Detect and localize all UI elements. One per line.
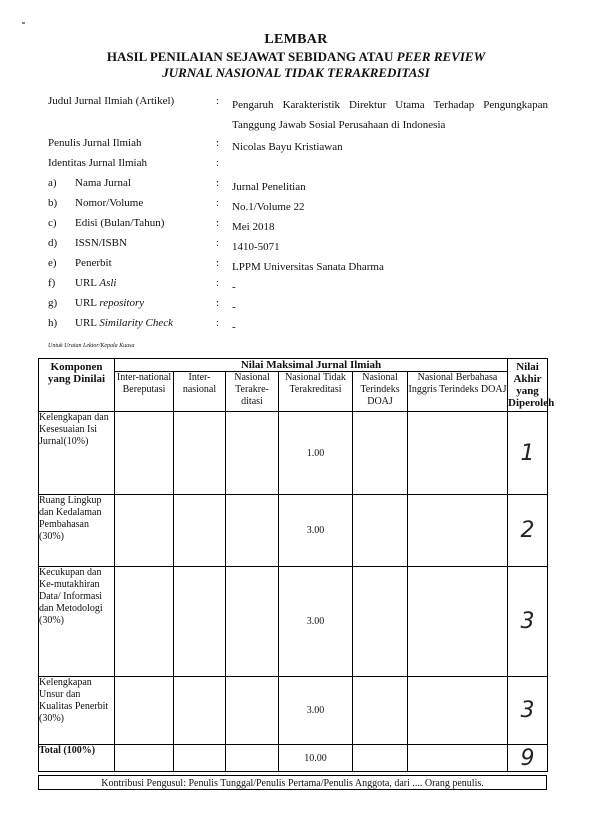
item-num: c) — [48, 217, 57, 229]
item-value: LPPM Universitas Sanata Dharma — [232, 261, 384, 273]
identitas-row — [48, 157, 548, 177]
subheader-nasional-terakreditasi: Nasional Terakre-ditasi — [226, 372, 279, 412]
item-num: a) — [48, 177, 57, 189]
item-label-plain: URL — [75, 297, 100, 309]
title-line-3: JURNAL NASIONAL TIDAK TERAKREDITASI — [162, 65, 430, 80]
item-label-italic: repository — [99, 297, 145, 309]
table-row — [39, 495, 548, 567]
nilai-cell: 3.00 — [279, 677, 353, 745]
item-num: g) — [48, 297, 58, 309]
subheader-nasional-doaj: Nasional Terindeks DOAJ — [353, 372, 408, 412]
form-note: Untuk Uraian Lektor/Kepala Kuasa — [48, 343, 135, 349]
item-num: e) — [48, 257, 57, 269]
empty-cell — [115, 745, 174, 772]
item-label: Nama Jurnal — [75, 177, 131, 189]
table-row — [39, 412, 548, 495]
item-value: Jurnal Penelitian — [232, 181, 306, 193]
table-row — [39, 677, 548, 745]
assessment-table — [38, 358, 555, 772]
item-row-c — [48, 217, 548, 237]
item-num: b) — [48, 197, 58, 209]
nilai-cell: 1.00 — [279, 412, 353, 495]
empty-cell — [353, 567, 408, 677]
score-cell: 3 — [508, 567, 548, 677]
item-label: ISSN/ISBN — [75, 237, 127, 249]
empty-cell — [226, 495, 279, 567]
item-label-plain: URL — [75, 317, 100, 329]
subheader-international-bereputasi: Inter-national Bereputasi — [115, 372, 174, 412]
empty-cell — [174, 745, 226, 772]
empty-cell — [408, 567, 508, 677]
colon: : — [216, 257, 220, 269]
penulis-row — [48, 137, 548, 157]
scan-speck — [22, 22, 25, 24]
item-value: - — [232, 281, 236, 293]
item-row-g — [48, 297, 548, 317]
judul-label: Judul Jurnal Ilmiah (Artikel) — [48, 95, 175, 107]
item-value: Mei 2018 — [232, 221, 275, 233]
colon: : — [216, 177, 220, 189]
colon: : — [216, 277, 220, 289]
empty-cell — [408, 495, 508, 567]
table-row — [39, 567, 548, 677]
empty-cell — [115, 412, 174, 495]
colon: : — [216, 197, 220, 209]
item-label: Nomor/Volume — [75, 197, 144, 209]
empty-cell — [115, 495, 174, 567]
penulis-label: Penulis Jurnal Ilmiah — [48, 137, 142, 149]
title-line-2 — [0, 49, 592, 65]
item-value: 1410-5071 — [232, 241, 280, 253]
empty-cell — [174, 567, 226, 677]
empty-cell — [174, 412, 226, 495]
kontribusi-footer: Kontribusi Pengusul: Penulis Tunggal/Penulis Pertama/Penulis Anggota, dari .... Orang penulis. — [38, 775, 547, 790]
empty-cell — [226, 745, 279, 772]
total-score: 9 — [508, 745, 548, 772]
title-lembar: LEMBAR — [264, 32, 328, 47]
empty-cell — [408, 745, 508, 772]
subheader-bahasa-inggris-doaj: Nasional Berbahasa Inggris Terindeks DOAJ — [408, 372, 508, 412]
item-label: Edisi (Bulan/Tahun) — [75, 217, 165, 229]
item-num: f) — [48, 277, 56, 289]
item-row-h — [48, 317, 548, 337]
item-row-e — [48, 257, 548, 277]
empty-cell — [174, 495, 226, 567]
komponen-cell: Kelengkapan Unsur dan Kualitas Penerbit (30%) — [39, 677, 115, 745]
title-line-2-text: HASIL PENILAIAN SEJAWAT SEBIDANG ATAU — [106, 49, 397, 64]
item-label-italic: Asli — [99, 277, 117, 289]
colon: : — [216, 317, 220, 329]
penulis-value: Nicolas Bayu Kristiawan — [232, 141, 343, 153]
colon: : — [216, 297, 220, 309]
colon: : — [216, 237, 220, 249]
item-label-plain: URL — [75, 277, 100, 289]
komponen-cell: Kelengkapan dan Kesesuaian Isi Jurnal(10%) — [39, 412, 115, 495]
empty-cell — [115, 677, 174, 745]
empty-cell — [115, 567, 174, 677]
empty-cell — [226, 677, 279, 745]
item-row-b — [48, 197, 548, 217]
item-row-d — [48, 237, 548, 257]
total-row — [39, 745, 548, 772]
nilai-cell: 3.00 — [279, 495, 353, 567]
item-value: No.1/Volume 22 — [232, 201, 305, 213]
empty-cell — [353, 677, 408, 745]
item-label — [75, 297, 144, 309]
nilai-cell: 3.00 — [279, 567, 353, 677]
item-num: d) — [48, 237, 58, 249]
colon: : — [216, 217, 220, 229]
item-label-italic: Similarity Check — [99, 317, 173, 329]
empty-cell — [226, 412, 279, 495]
score-cell: 1 — [508, 412, 548, 495]
empty-cell — [353, 412, 408, 495]
empty-cell — [408, 412, 508, 495]
colon: : — [216, 95, 220, 107]
judul-row — [48, 95, 548, 137]
total-value: 10.00 — [279, 745, 353, 772]
score-cell: 3 — [508, 677, 548, 745]
identity-section — [48, 95, 548, 337]
colon: : — [216, 157, 220, 169]
judul-value: Pengaruh Karakteristik Direktur Utama Terhadap Pengungkapan Tanggung Jawab Sosial Perusahaan di Indonesia — [232, 99, 548, 131]
title-line-2-italic: PEER REVIEW — [396, 49, 486, 64]
komponen-cell: Kecukupan dan Ke-mutakhiran Data/ Informasi dan Metodologi (30%) — [39, 567, 115, 677]
item-row-a — [48, 177, 548, 197]
empty-cell — [174, 677, 226, 745]
total-label: Total (100%) — [39, 745, 115, 772]
item-value: - — [232, 321, 236, 333]
identitas-label: Identitas Jurnal Ilmiah — [48, 157, 147, 169]
item-row-f — [48, 277, 548, 297]
item-label: Penerbit — [75, 257, 112, 269]
item-label — [75, 317, 173, 329]
header-nilai-maksimal: Nilai Maksimal Jurnal Ilmiah — [115, 359, 508, 372]
empty-cell — [353, 495, 408, 567]
empty-cell — [408, 677, 508, 745]
komponen-cell: Ruang Lingkup dan Kedalaman Pembahasan (30%) — [39, 495, 115, 567]
item-value: - — [232, 301, 236, 313]
colon: : — [216, 137, 220, 149]
item-num: h) — [48, 317, 58, 329]
header-nilai-akhir: Nilai Akhir yang Diperoleh — [508, 359, 548, 412]
empty-cell — [353, 745, 408, 772]
header-komponen: Komponen yang Dinilai — [39, 359, 115, 412]
subheader-nasional-tidak-terakreditasi: Nasional Tidak Terakreditasi — [279, 372, 353, 412]
subheader-internasional: Inter-nasional — [174, 372, 226, 412]
item-label — [75, 277, 116, 289]
empty-cell — [226, 567, 279, 677]
score-cell: 2 — [508, 495, 548, 567]
